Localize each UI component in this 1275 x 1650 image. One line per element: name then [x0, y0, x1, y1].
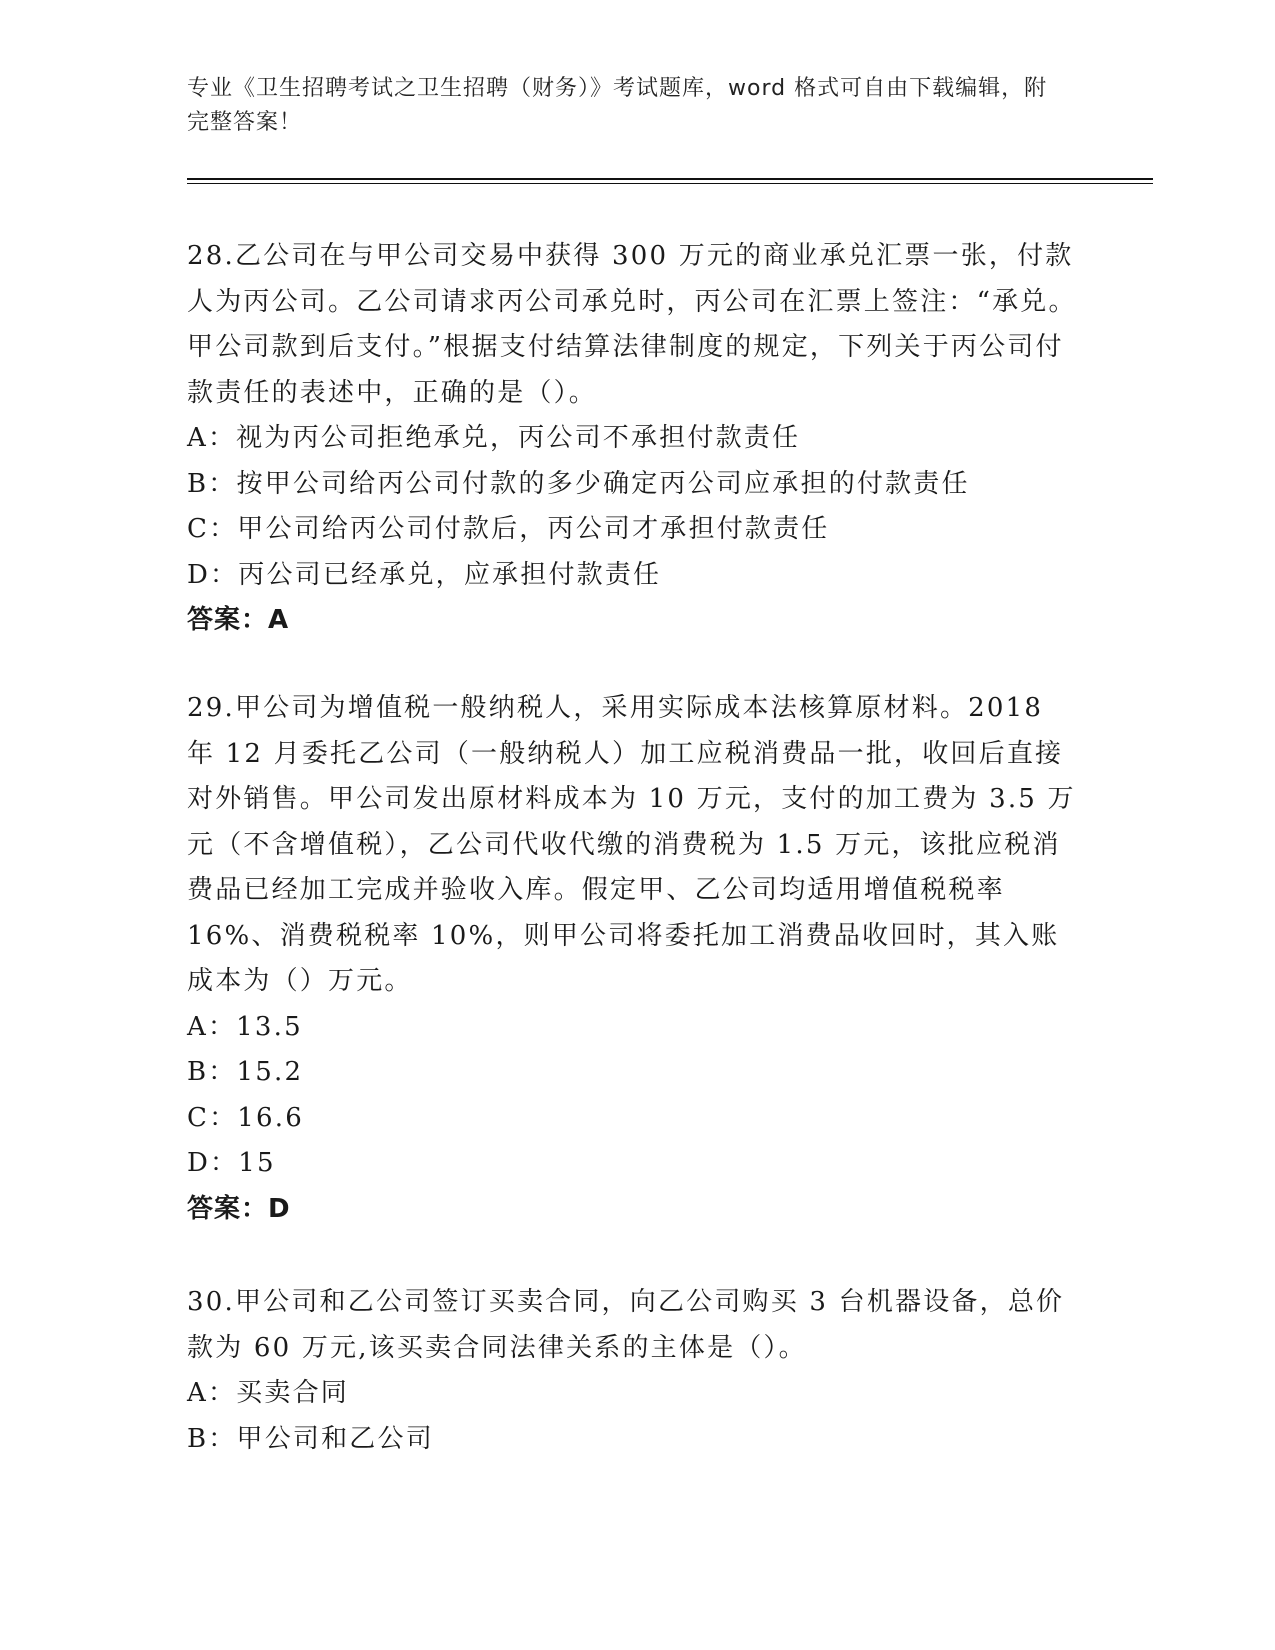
question-stem: 30.甲公司和乙公司签订买卖合同，向乙公司购买 3 台机器设备，总价款为 60 万元,该买卖合同法律关系的主体是（）。 — [187, 1287, 1065, 1363]
option-b: B：按甲公司给丙公司付款的多少确定丙公司应承担的付款责任 — [187, 468, 970, 499]
question-29 — [187, 686, 1077, 1232]
answer-label: 答案：D — [187, 1193, 291, 1224]
document-header — [187, 72, 1067, 140]
option-d: D：15 — [187, 1148, 276, 1178]
answer-label: 答案：A — [187, 605, 290, 635]
option-d: D：丙公司已经承兑，应承担付款责任 — [187, 559, 662, 590]
question-stem: 28.乙公司在与甲公司交易中获得 300 万元的商业承兑汇票一张，付款人为丙公司。乙公司请求丙公司承兑时，丙公司在汇票上签注：“承兑。甲公司款到后支付。”根据支付结算法律制度的规定，下列关于丙公司付款责任的表述中，正确的是（）。 — [187, 241, 1077, 408]
question-30 — [187, 1280, 1077, 1462]
option-b: B：甲公司和乙公司 — [187, 1423, 434, 1454]
option-a: A：买卖合同 — [187, 1378, 349, 1408]
question-stem: 29.甲公司为增值税一般纳税人，采用实际成本法核算原材料。2018 年 12 月委托乙公司（一般纳税人）加工应税消费品一批，收回后直接对外销售。甲公司发出原材料成本为 10 万元，支付的加工费为 3.5 万元（不含增值税），乙公司代收代缴的消费税为 1.5 万元，该批应税消费品已经加工完成并验收入库。假定甲、乙公司均适用增值税税率 16%、消费税税率 10%，则甲公司将委托加工消费品收回时，其入账成本为（）万元。 — [187, 693, 1076, 996]
option-a: A：视为丙公司拒绝承兑，丙公司不承担付款责任 — [187, 423, 801, 453]
option-c: C：甲公司给丙公司付款后，丙公司才承担付款责任 — [187, 514, 830, 544]
header-divider — [187, 178, 1153, 180]
header-text: 专业《卫生招聘考试之卫生招聘（财务）》考试题库，word 格式可自由下载编辑，附完整答案！ — [187, 76, 1048, 135]
header-divider-thin — [187, 183, 1153, 184]
question-28 — [187, 234, 1077, 644]
option-c: C：16.6 — [187, 1102, 304, 1133]
option-b: B：15.2 — [187, 1057, 304, 1087]
option-a: A：13.5 — [187, 1011, 303, 1042]
